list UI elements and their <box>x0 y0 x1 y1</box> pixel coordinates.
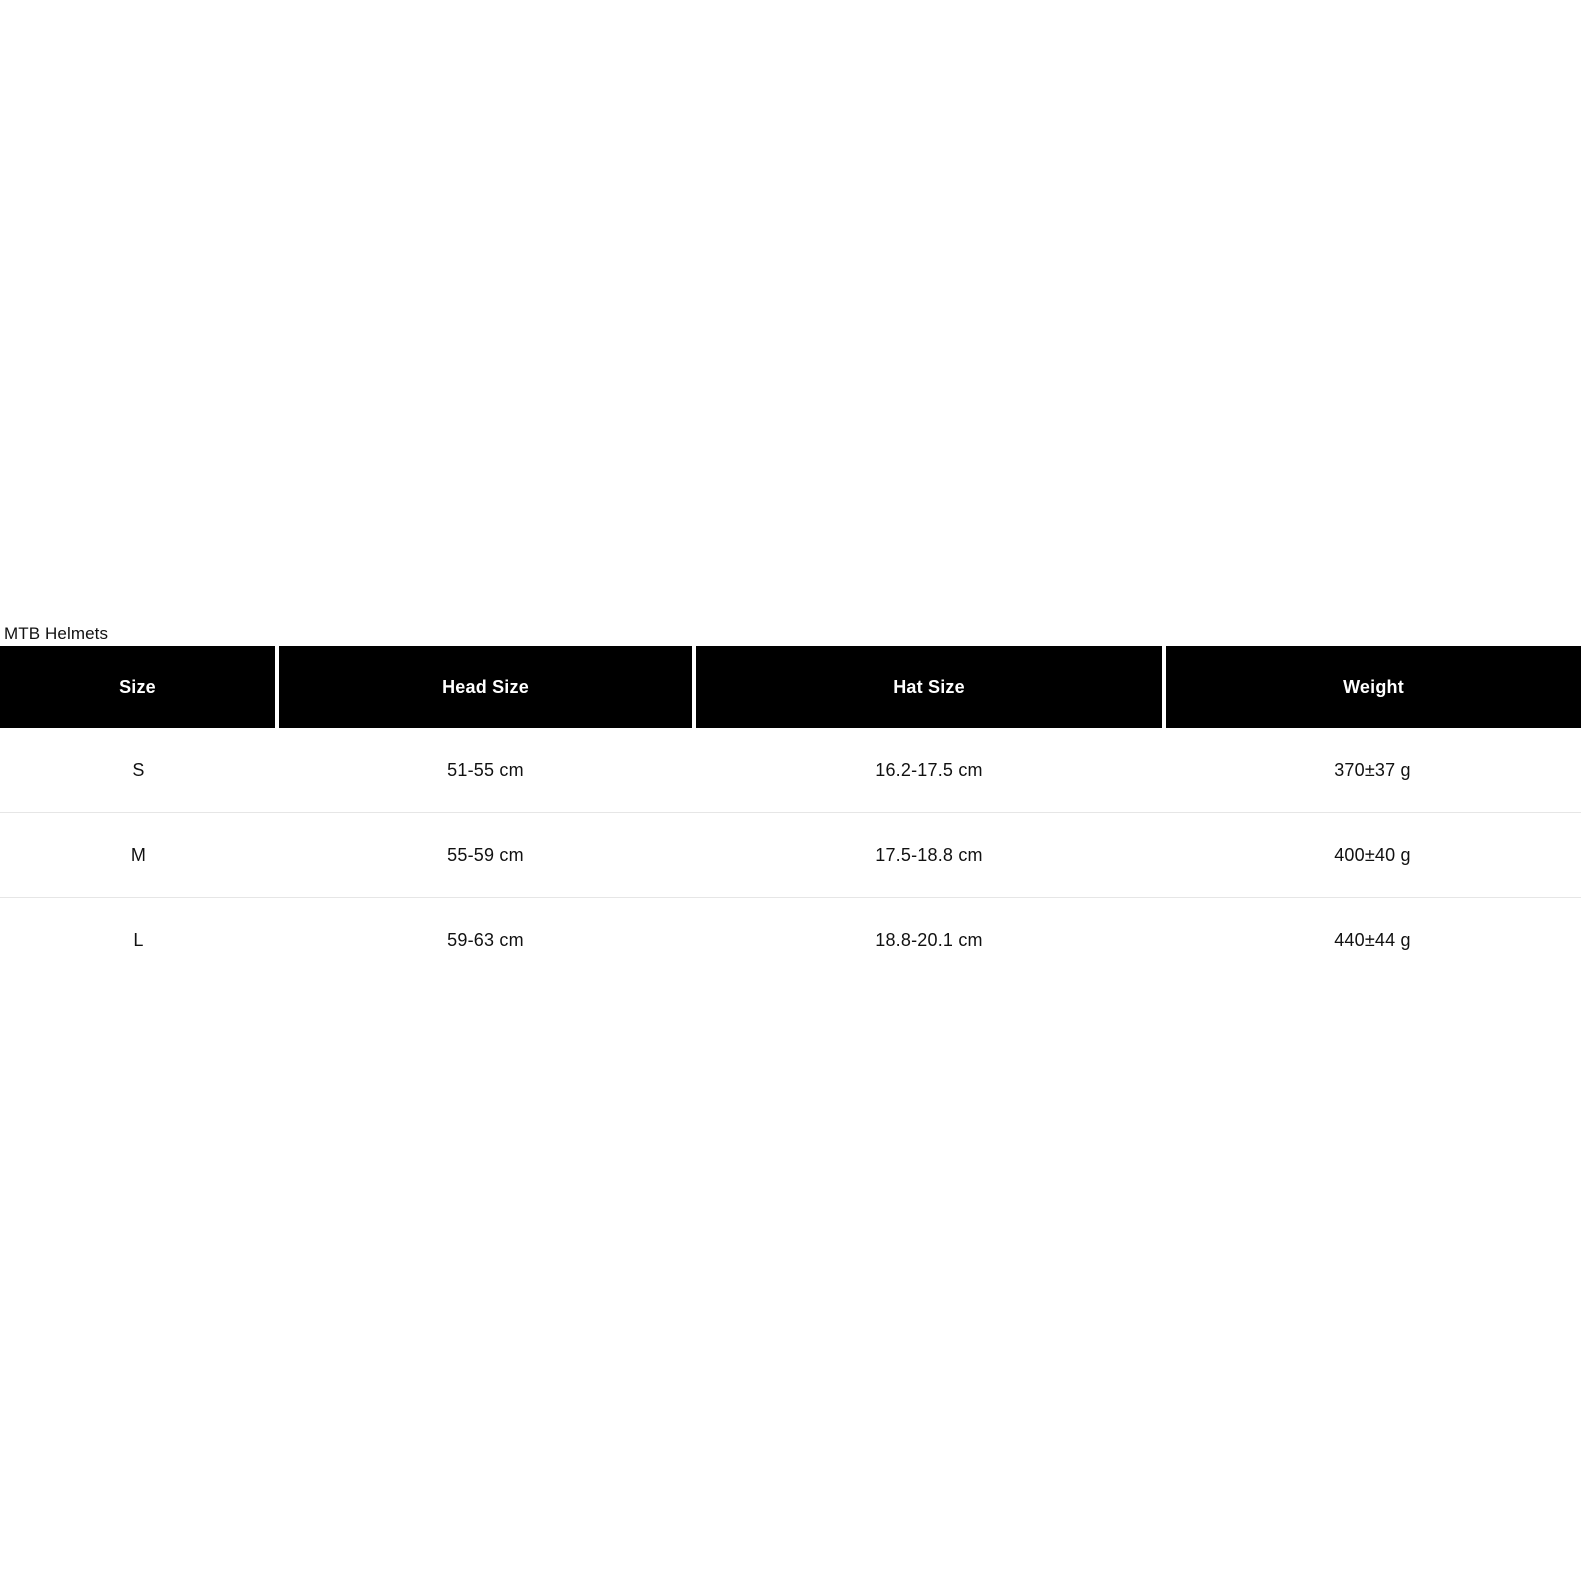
cell-hat-size: 16.2-17.5 cm <box>694 728 1164 813</box>
table-caption: MTB Helmets <box>4 624 109 643</box>
table-row <box>0 813 1581 898</box>
cell-head-size: 55-59 cm <box>277 813 694 898</box>
size-chart-section <box>0 624 1581 982</box>
cell-weight: 400±40 g <box>1164 813 1581 898</box>
size-chart-table <box>0 646 1581 982</box>
table-body <box>0 728 1581 982</box>
table-row <box>0 898 1581 983</box>
column-header-size: Size <box>0 646 277 728</box>
cell-hat-size: 17.5-18.8 cm <box>694 813 1164 898</box>
cell-weight: 370±37 g <box>1164 728 1581 813</box>
column-header-head-size: Head Size <box>277 646 694 728</box>
cell-size: S <box>0 728 277 813</box>
column-header-hat-size: Hat Size <box>694 646 1164 728</box>
cell-size: L <box>0 898 277 983</box>
cell-hat-size: 18.8-20.1 cm <box>694 898 1164 983</box>
column-header-weight: Weight <box>1164 646 1581 728</box>
table-row <box>0 728 1581 813</box>
cell-head-size: 59-63 cm <box>277 898 694 983</box>
table-header-row <box>0 646 1581 728</box>
cell-size: M <box>0 813 277 898</box>
cell-weight: 440±44 g <box>1164 898 1581 983</box>
table-header <box>0 646 1581 728</box>
cell-head-size: 51-55 cm <box>277 728 694 813</box>
